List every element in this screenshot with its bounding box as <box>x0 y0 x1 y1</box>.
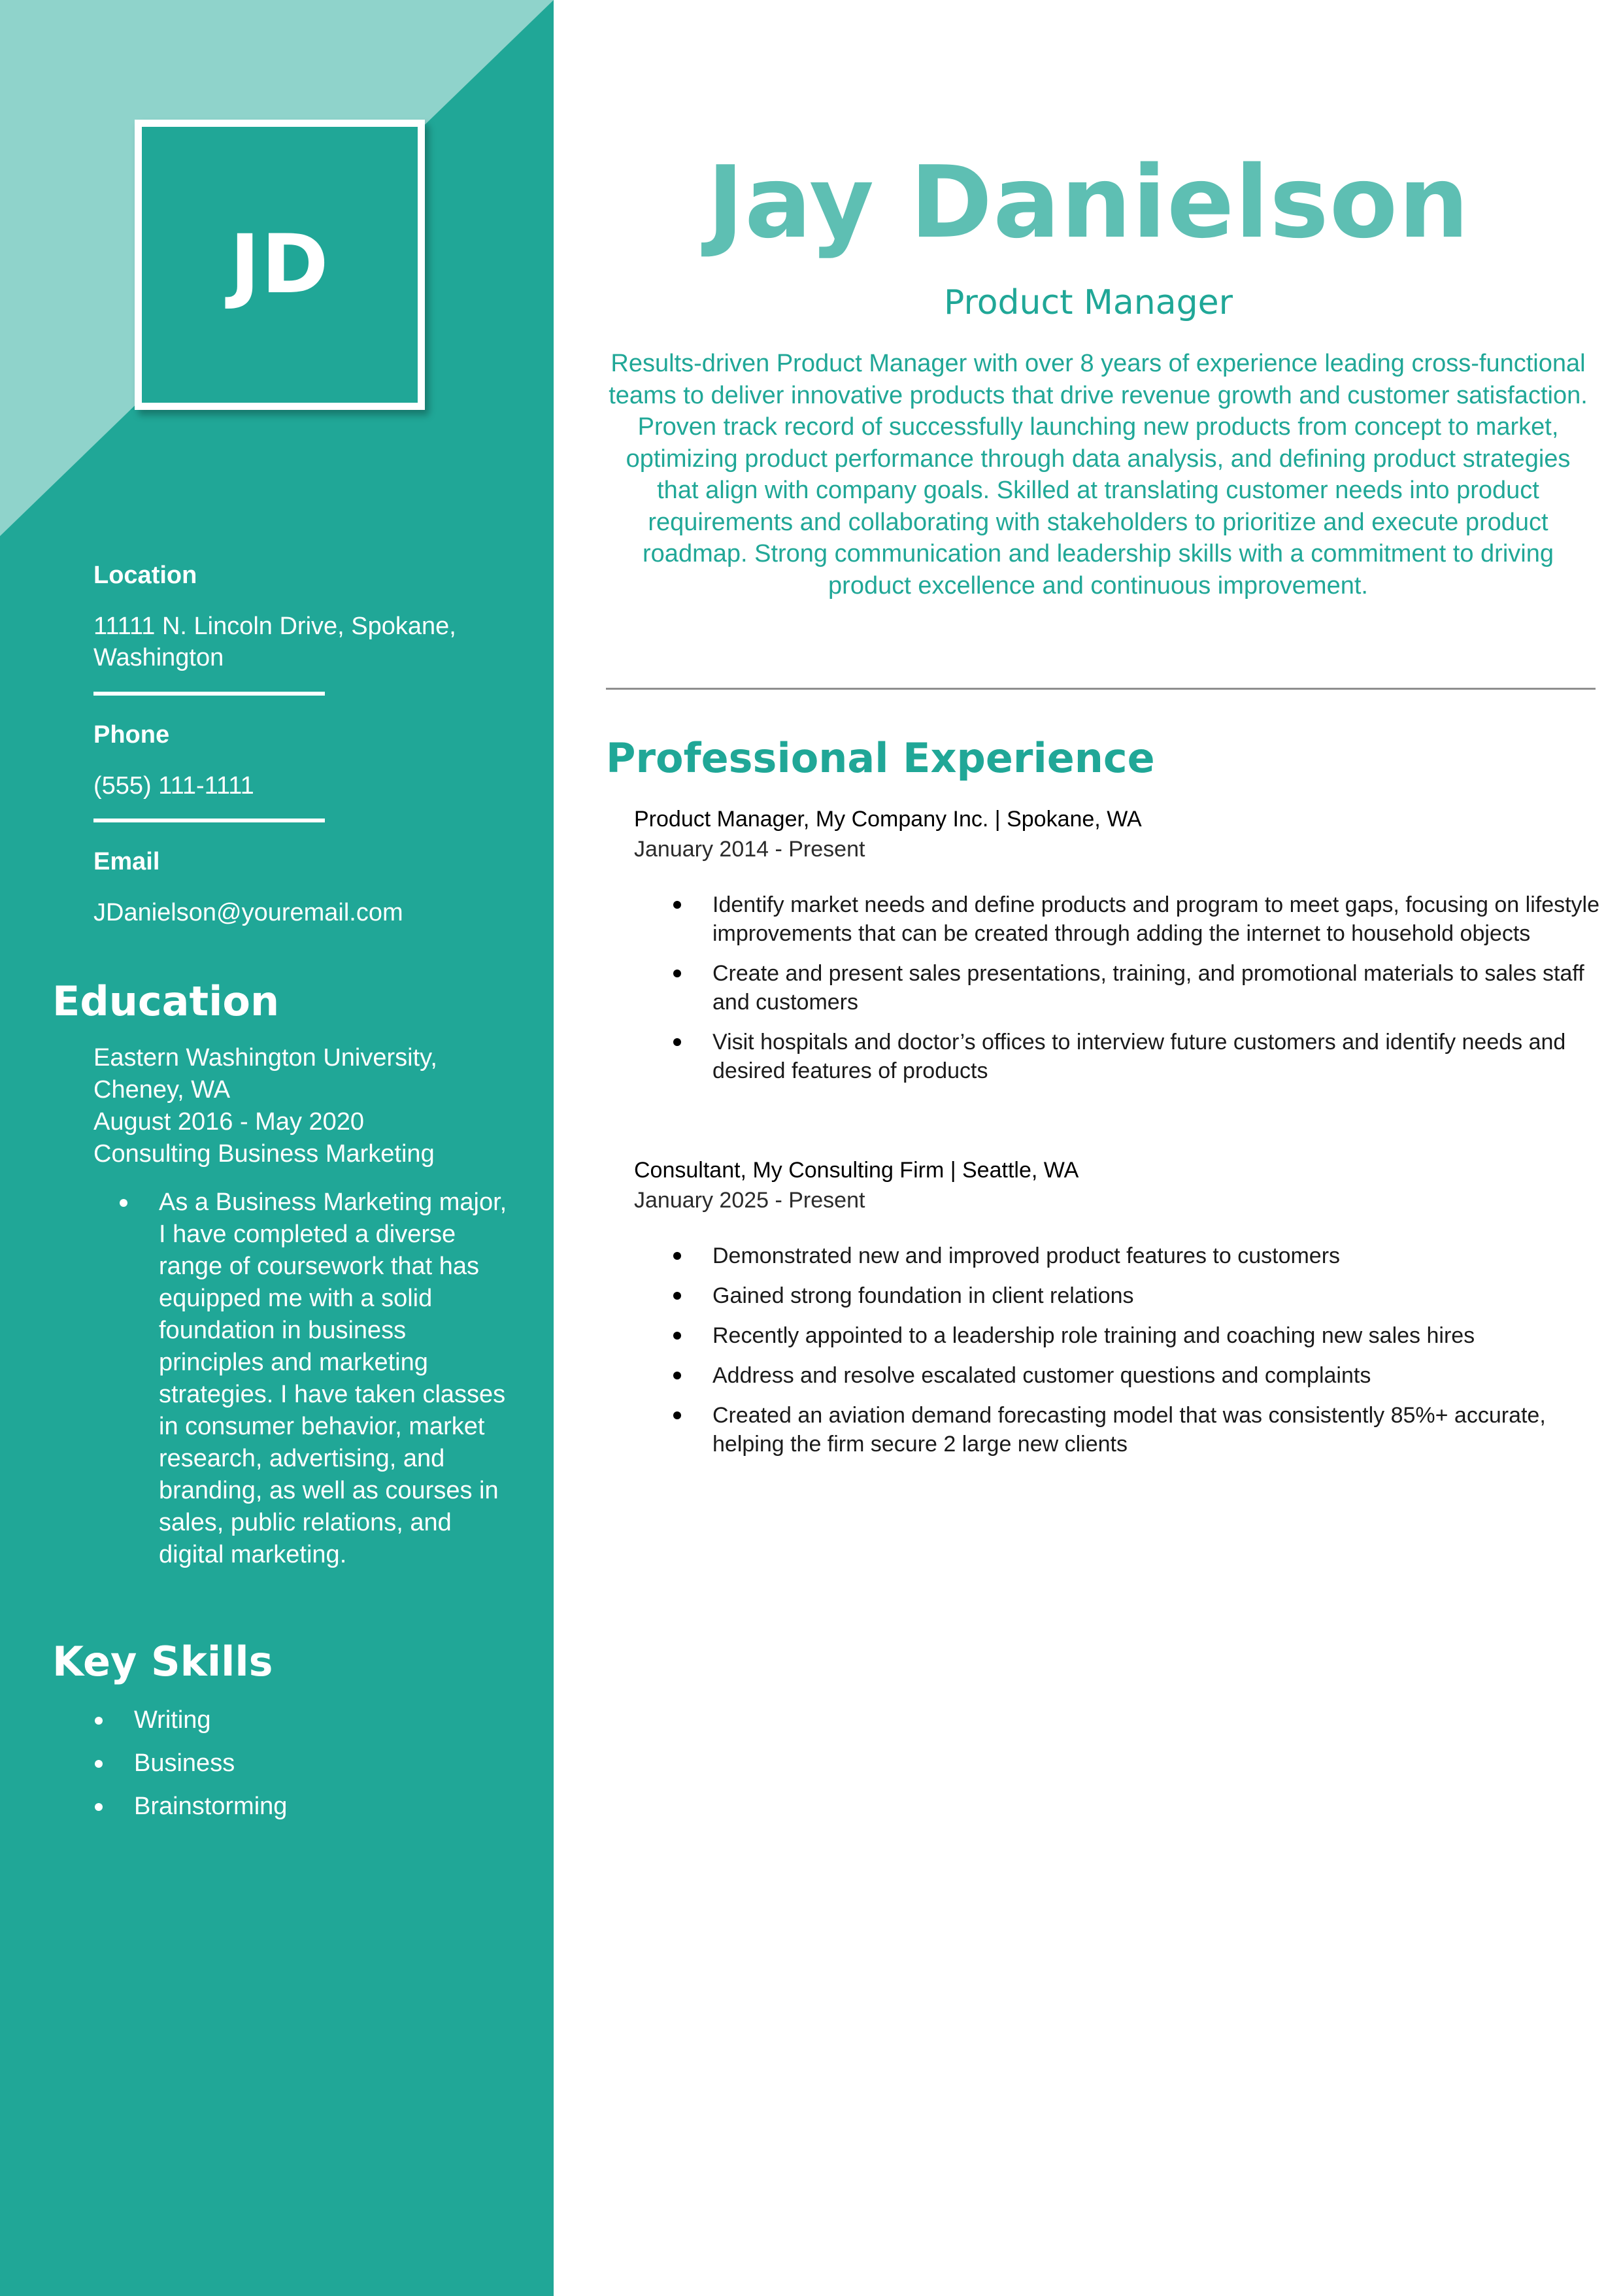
job-bullet-text: Recently appointed to a leadership role training and coaching new sales hires <box>712 1323 1475 1348</box>
skill-item <box>93 1747 512 1779</box>
candidate-title: Product Manager <box>944 283 1233 322</box>
skill-item <box>93 1704 512 1736</box>
location-label: Location <box>93 562 197 589</box>
job-header: Product Manager, My Company Inc. | Spokane, WA <box>634 807 1142 832</box>
education-bullet-text: As a Business Marketing major, I have completed a diverse range of coursework that has equipped me with a solid foundation in business principles and marketing strategies. I have taken classes in consumer behavior, market research, advertising, and branding, as well as courses in sales, public relations, and digital marketing. <box>159 1189 507 1568</box>
bullet-dot-icon <box>673 901 681 909</box>
job-bullet <box>634 1321 1601 1350</box>
job-dates: January 2025 - Present <box>634 1188 865 1213</box>
job-bullet <box>634 1241 1601 1270</box>
phone-label: Phone <box>93 721 170 749</box>
candidate-name: Jay Danielson <box>707 144 1470 260</box>
education-program: Consulting Business Marketing <box>93 1140 435 1168</box>
bullet-dot-icon <box>95 1803 103 1811</box>
education-bullets <box>93 1187 512 1571</box>
education-heading: Education <box>52 977 280 1025</box>
job-bullet-text: Gained strong foundation in client relations <box>712 1283 1134 1308</box>
bullet-dot-icon <box>120 1199 127 1207</box>
phone-section <box>93 719 512 802</box>
bullet-dot-icon <box>673 1332 681 1340</box>
job-bullet-text: Identify market needs and define products and program to meet gaps, focusing on lifestyle improvements that can be created through adding the internet to household objects <box>712 892 1600 946</box>
bullet-dot-icon <box>673 1411 681 1419</box>
job-bullet <box>634 1361 1601 1390</box>
location-section <box>93 560 512 673</box>
professional-summary: Results-driven Product Manager with over 8 years of experience leading cross-functional teams to deliver innovative products that drive revenue growth and customer satisfaction. Proven track record of successfully launching new products from concept to market, optimizing product performance through data analysis, and defining product strategies that align with company goals. Skilled at translating customer needs into product requirements and collaborating with stakeholders to prioritize and execute product roadmap. Strong communication and leadership skills with a commitment to driving product excellence and continuous improvement. <box>609 350 1588 599</box>
education-dates: August 2016 - May 2020 <box>93 1108 365 1136</box>
bullet-dot-icon <box>673 970 681 977</box>
job-bullet-text: Demonstrated new and improved product features to customers <box>712 1243 1341 1268</box>
skill-item <box>93 1791 512 1822</box>
job-bullet <box>634 959 1601 1017</box>
monogram: JD <box>229 218 330 312</box>
phone-divider <box>93 819 325 822</box>
experience-heading: Professional Experience <box>606 734 1155 782</box>
location-value: 11111 N. Lincoln Drive, Spokane, Washington <box>93 613 456 671</box>
job-header: Consultant, My Consulting Firm | Seattle, WA <box>634 1158 1079 1183</box>
bullet-dot-icon <box>673 1038 681 1046</box>
skills-heading: Key Skills <box>52 1638 273 1685</box>
skill-text: Writing <box>134 1706 211 1734</box>
phone-value: (555) 111-1111 <box>93 772 254 800</box>
bullet-dot-icon <box>673 1252 681 1260</box>
bullet-dot-icon <box>95 1760 103 1768</box>
skill-text: Brainstorming <box>134 1793 288 1820</box>
education-school: Eastern Washington University, Cheney, WA <box>93 1044 437 1104</box>
job-bullet-text: Create and present sales presentations, training, and promotional materials to sales staff and customers <box>712 961 1584 1015</box>
monogram-box <box>135 120 425 410</box>
job-bullet <box>634 890 1601 948</box>
job-bullet <box>634 1401 1601 1459</box>
job-bullets <box>634 890 1601 1085</box>
job-entry <box>634 804 1601 1096</box>
education-bullet <box>93 1187 512 1571</box>
email-value: JDanielson@youremail.com <box>93 899 403 926</box>
email-label: Email <box>93 848 160 875</box>
email-section <box>93 846 512 928</box>
job-bullet-text: Address and resolve escalated customer questions and complaints <box>712 1363 1371 1388</box>
job-bullets <box>634 1241 1601 1459</box>
sidebar <box>0 0 554 2296</box>
bullet-dot-icon <box>673 1372 681 1379</box>
location-divider <box>93 692 325 696</box>
bullet-dot-icon <box>673 1292 681 1300</box>
job-bullet <box>634 1028 1601 1085</box>
skill-text: Business <box>134 1749 235 1777</box>
bullet-dot-icon <box>95 1717 103 1725</box>
section-divider <box>606 688 1596 690</box>
job-bullet <box>634 1281 1601 1310</box>
skills-list <box>93 1704 512 1834</box>
job-entry <box>634 1155 1601 1470</box>
job-bullet-text: Visit hospitals and doctor’s offices to interview future customers and identify needs and desired features of products <box>712 1030 1566 1083</box>
education-details <box>93 1042 512 1170</box>
job-dates: January 2014 - Present <box>634 837 865 862</box>
job-bullet-text: Created an aviation demand forecasting model that was consistently 85%+ accurate, helping the firm secure 2 large new clients <box>712 1403 1546 1457</box>
